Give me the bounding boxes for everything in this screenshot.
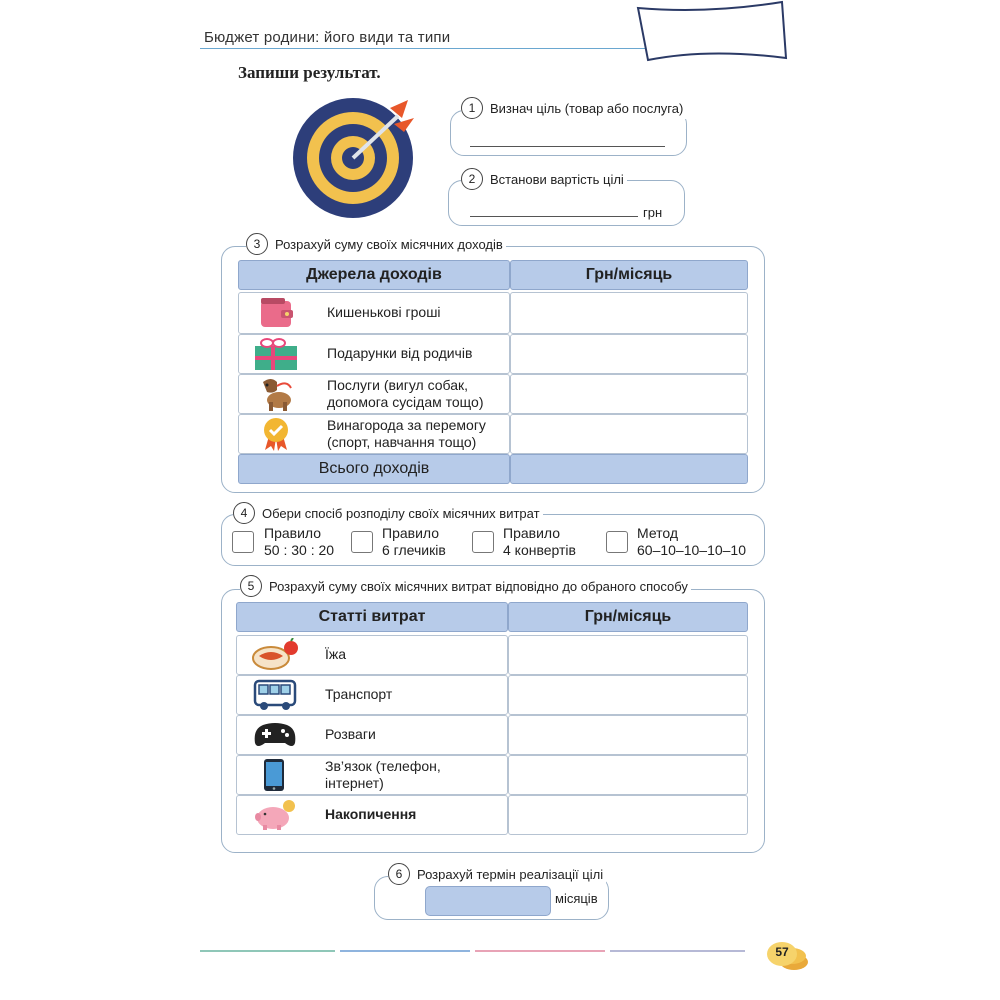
step4-heading [233, 502, 543, 524]
income-row [238, 414, 510, 454]
step6-label: Розрахуй термін реалізації цілі [414, 867, 606, 882]
expense-row [236, 675, 508, 715]
income-amount-cell[interactable] [510, 334, 748, 374]
gamepad-icon [253, 721, 297, 749]
expense-row [236, 795, 508, 835]
expense-row-label: Розваги [325, 726, 376, 742]
income-row [238, 292, 510, 334]
footer-line-pink [475, 950, 605, 952]
expense-amount-header: Грн/місяць [508, 602, 748, 632]
step1-number: 1 [461, 97, 483, 119]
step3-heading [246, 233, 506, 255]
income-sources-header: Джерела доходів [238, 260, 510, 290]
income-row [238, 334, 510, 374]
income-row-label-line2: допомога сусідам тощо) [327, 394, 484, 410]
footer-line-green [200, 950, 335, 952]
expense-row-label-line1: Зв’язок (телефон, [325, 758, 441, 774]
option-label [637, 525, 746, 559]
step1-label: Визнач ціль (товар або послуга) [487, 101, 686, 116]
expense-amount-cell[interactable] [508, 715, 748, 755]
expense-row-label: Транспорт [325, 686, 393, 702]
income-row-label-line1: Винагорода за перемогу [327, 417, 486, 433]
option-label [382, 525, 446, 559]
target-icon [290, 96, 420, 222]
income-row-label-line1: Послуги (вигул собак, [327, 377, 469, 393]
cost-answer-line[interactable] [470, 216, 638, 217]
step2-unit: грн [643, 205, 663, 220]
income-amount-cell[interactable] [510, 374, 748, 414]
option-checkbox[interactable] [472, 531, 494, 553]
wallet-icon [257, 295, 297, 331]
medal-icon [257, 416, 295, 452]
step5-heading [240, 575, 691, 597]
step6-heading [388, 863, 606, 885]
bus-icon [253, 679, 297, 711]
instruction-text: Запиши результат. [238, 63, 381, 82]
option-label [503, 525, 576, 559]
phone-icon [263, 758, 285, 792]
expense-row-label: Їжа [325, 646, 347, 662]
income-amount-cell[interactable] [510, 292, 748, 334]
expense-row [236, 635, 508, 675]
option-checkbox[interactable] [351, 531, 373, 553]
option-checkbox[interactable] [232, 531, 254, 553]
footer-line-blue [340, 950, 470, 952]
option-line1: Правило [264, 525, 322, 541]
food-icon [251, 638, 299, 672]
income-total-cell[interactable] [510, 454, 748, 484]
step2-number: 2 [461, 168, 483, 190]
step2-label: Встанови вартість цілі [487, 172, 627, 187]
step6-number: 6 [388, 863, 410, 885]
corner-tab-decoration [628, 0, 788, 62]
page-number: 57 [775, 945, 789, 959]
chapter-title: Бюджет родини: його види та типи [204, 29, 451, 46]
step6-unit: місяців [555, 891, 598, 906]
expense-amount-cell[interactable] [508, 635, 748, 675]
income-row [238, 374, 510, 414]
step2-heading [461, 168, 627, 190]
step1-heading [461, 97, 686, 119]
expense-row-label-line2: інтернет) [325, 775, 384, 791]
step5-number: 5 [240, 575, 262, 597]
income-row-label-line2: (спорт, навчання тощо) [327, 434, 477, 450]
expense-row-label: Накопичення [325, 806, 417, 822]
option-line1: Правило [382, 525, 440, 541]
option-line1: Метод [637, 525, 679, 541]
months-input[interactable] [425, 886, 551, 916]
expense-amount-cell[interactable] [508, 755, 748, 795]
step5-label: Розрахуй суму своїх місячних витрат відповідно до обраного способу [266, 579, 691, 594]
option-line2: 50 : 30 : 20 [264, 542, 335, 558]
option-checkbox[interactable] [606, 531, 628, 553]
option-line2: 6 глечиків [382, 542, 446, 558]
step4-number: 4 [233, 502, 255, 524]
gift-icon [253, 336, 299, 372]
expense-row [236, 755, 508, 795]
step3-label: Розрахуй суму своїх місячних доходів [272, 237, 506, 252]
option-label [264, 525, 334, 559]
goal-answer-line[interactable] [470, 146, 665, 147]
income-row-label: Подарунки від родичів [327, 345, 473, 361]
expense-items-header: Статті витрат [236, 602, 508, 632]
expense-row [236, 715, 508, 755]
footer-line-purple [610, 950, 745, 952]
option-line2: 4 конвертів [503, 542, 576, 558]
income-total-label: Всього доходів [238, 454, 510, 484]
expense-amount-cell[interactable] [508, 795, 748, 835]
option-line1: Правило [503, 525, 561, 541]
income-row-label: Кишенькові гроші [327, 304, 441, 320]
step3-number: 3 [246, 233, 268, 255]
option-line2: 60–10–10–10–10 [637, 542, 747, 558]
dog-icon [255, 376, 297, 412]
income-amount-header: Грн/місяць [510, 260, 748, 290]
expense-amount-cell[interactable] [508, 675, 748, 715]
income-amount-cell[interactable] [510, 414, 748, 454]
piggy-bank-icon [253, 799, 297, 831]
step4-label: Обери спосіб розподілу своїх місячних витрат [259, 506, 543, 521]
